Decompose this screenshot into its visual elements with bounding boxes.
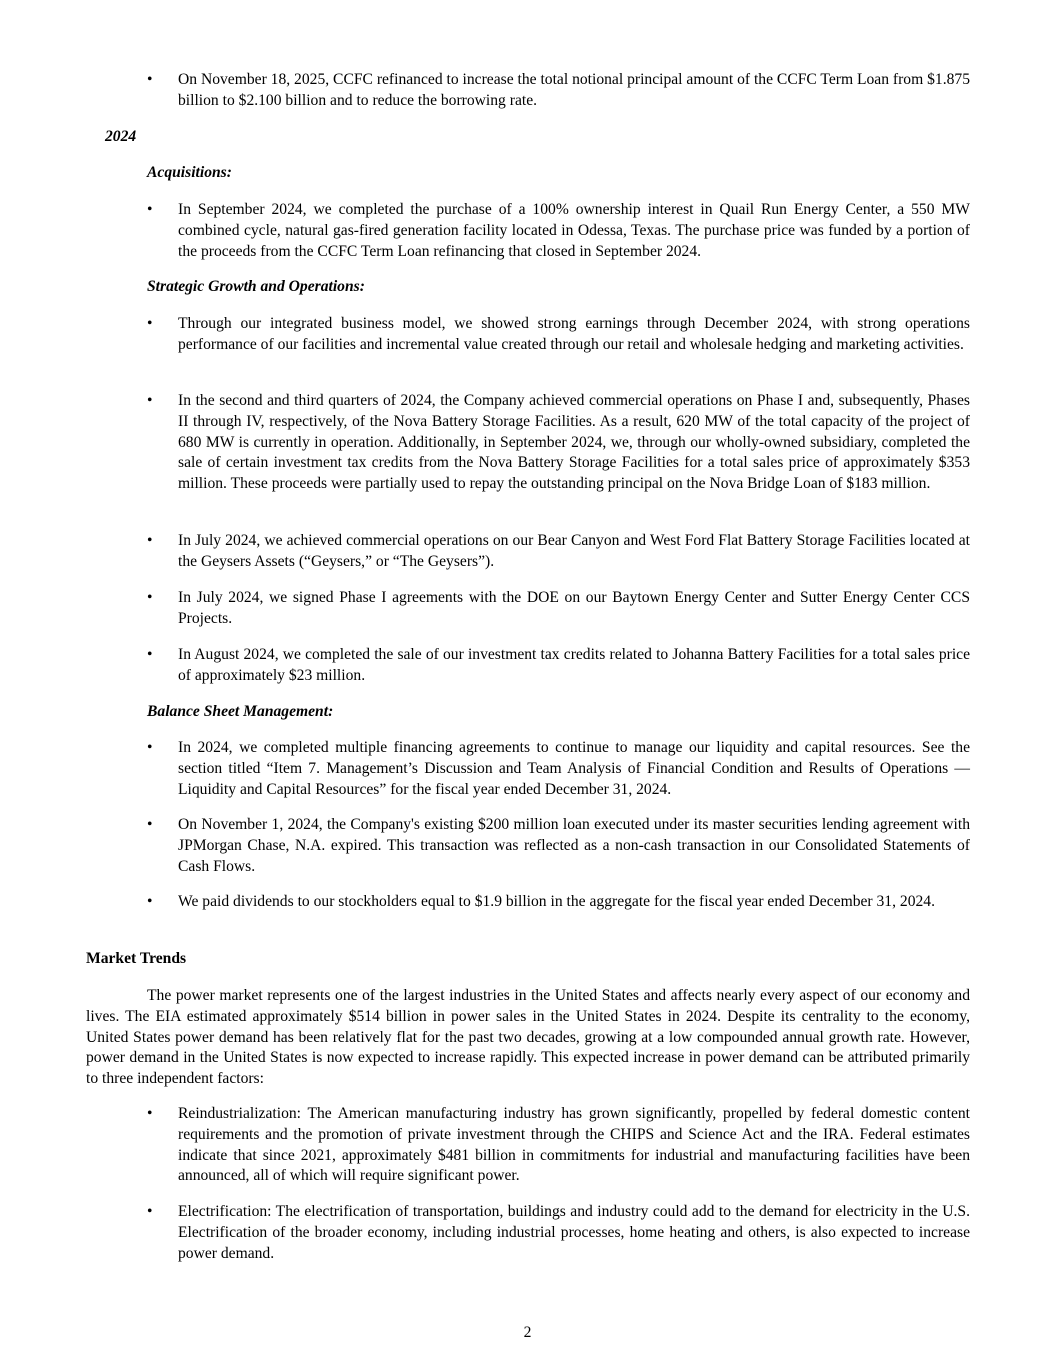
bullet-text: In July 2024, we signed Phase I agreements with the DOE on our Baytown Energy Center and Sutter Energy Center CCS Projects. [178, 589, 970, 627]
bullet-marker: • [147, 1203, 153, 1220]
bullet-marker: • [147, 646, 153, 663]
bullet-marker: • [147, 1105, 153, 1122]
bullet-text: Reindustrialization: The American manufacturing industry has grown significantly, propelled by federal domestic content requirements and the promotion of private investment through the CHIPS and Science Act and the IRA. Federal estimates indicate that since 2021, approximately $481 billion in commitments for industrial and manufacturing facilities have been announced, all of which will require significant power. [178, 1105, 970, 1185]
market-trends-paragraph: The power market represents one of the largest industries in the United States and affects nearly every aspect of our economy and lives. The EIA estimated approximately $514 billion in power sales in the United States in 2024. Despite its centrality to the economy, United States power demand has been relatively flat for the past two decades, growing at a low compounded annual growth rate. However, power demand in the United States is now expected to increase rapidly. This expected increase in power demand can be attributed primarily to three independent factors: [86, 987, 970, 1088]
bullet-marker: • [147, 201, 153, 218]
bullet-text: Electrification: The electrification of transportation, buildings and industry could add to the demand for electricity in the U.S. Electrification of the broader economy, including industrial processes, home heating and others, is also expected to increase power demand. [178, 1203, 970, 1262]
page-number: 2 [523, 1324, 532, 1341]
bullet-text: In July 2024, we achieved commercial operations on our Bear Canyon and West Ford Flat Battery Storage Facilities located at the Geysers Assets (“Geysers,” or “The Geysers”). [178, 532, 970, 570]
bullet-marker: • [147, 739, 153, 756]
bullet-marker: • [147, 893, 153, 910]
bullet-text: On November 18, 2025, CCFC refinanced to increase the total notional principal amount of the CCFC Term Loan from $1.875 billion to $2.100 billion and to reduce the borrowing rate. [178, 71, 971, 109]
bullet-marker: • [147, 392, 153, 409]
strategic-heading: Strategic Growth and Operations: [147, 278, 365, 295]
balance-heading: Balance Sheet Management: [147, 703, 334, 720]
bullet-marker: • [147, 816, 153, 833]
year-heading: 2024 [105, 128, 137, 145]
bullet-text: We paid dividends to our stockholders equal to $1.9 billion in the aggregate for the fiscal year ended December 31, 2024. [178, 893, 935, 910]
bullet-text: In the second and third quarters of 2024, the Company achieved commercial operations on Phase I and, subsequently, Phases II through IV, respectively, of the Nova Battery Storage Facilities. As a result, 620 MW of the total capacity of the project of 680 MW is currently in operation. Additionally, in September 2024, we, through our wholly-owned subsidiary, completed the sale of certain investment tax credits from the Nova Battery Storage Facilities for a total sales price of approximately $353 million. These proceeds were partially used to repay the outstanding principal on the Nova Bridge Loan of $183 million. [178, 392, 970, 493]
market-trends-heading: Market Trends [86, 950, 187, 967]
bullet-text: Through our integrated business model, we showed strong earnings through December 2024, with strong operations performance of our facilities and incremental value created through our retail and wholesale hedging and marketing activities. [178, 315, 970, 353]
bullet-text: In August 2024, we completed the sale of our investment tax credits related to Johanna Battery Facilities for a total sales price of approximately $23 million. [178, 646, 970, 684]
bullet-marker: • [147, 589, 153, 606]
acquisitions-heading: Acquisitions: [147, 164, 232, 181]
bullet-text: In 2024, we completed multiple financing agreements to continue to manage our liquidity and capital resources. See the section titled “Item 7. Management’s Discussion and Team Analysis of Financial Condition and Results of Operations — Liquidity and Capital Resources” for the fiscal year ended December 31, 2024. [178, 739, 970, 798]
bullet-text: On November 1, 2024, the Company's existing $200 million loan executed under its master securities lending agreement with JPMorgan Chase, N.A. expired. This transaction was reflected as a non-cash transaction in our Consolidated Statements of Cash Flows. [178, 816, 970, 875]
bullet-text: In September 2024, we completed the purchase of a 100% ownership interest in Quail Run Energy Center, a 550 MW combined cycle, natural gas-fired generation facility located in Odessa, Texas. The purchase price was funded by a portion of the proceeds from the CCFC Term Loan refinancing that closed in September 2024. [178, 201, 970, 260]
bullet-marker: • [147, 532, 153, 549]
bullet-marker: • [147, 315, 153, 332]
bullet-marker: • [147, 71, 153, 88]
